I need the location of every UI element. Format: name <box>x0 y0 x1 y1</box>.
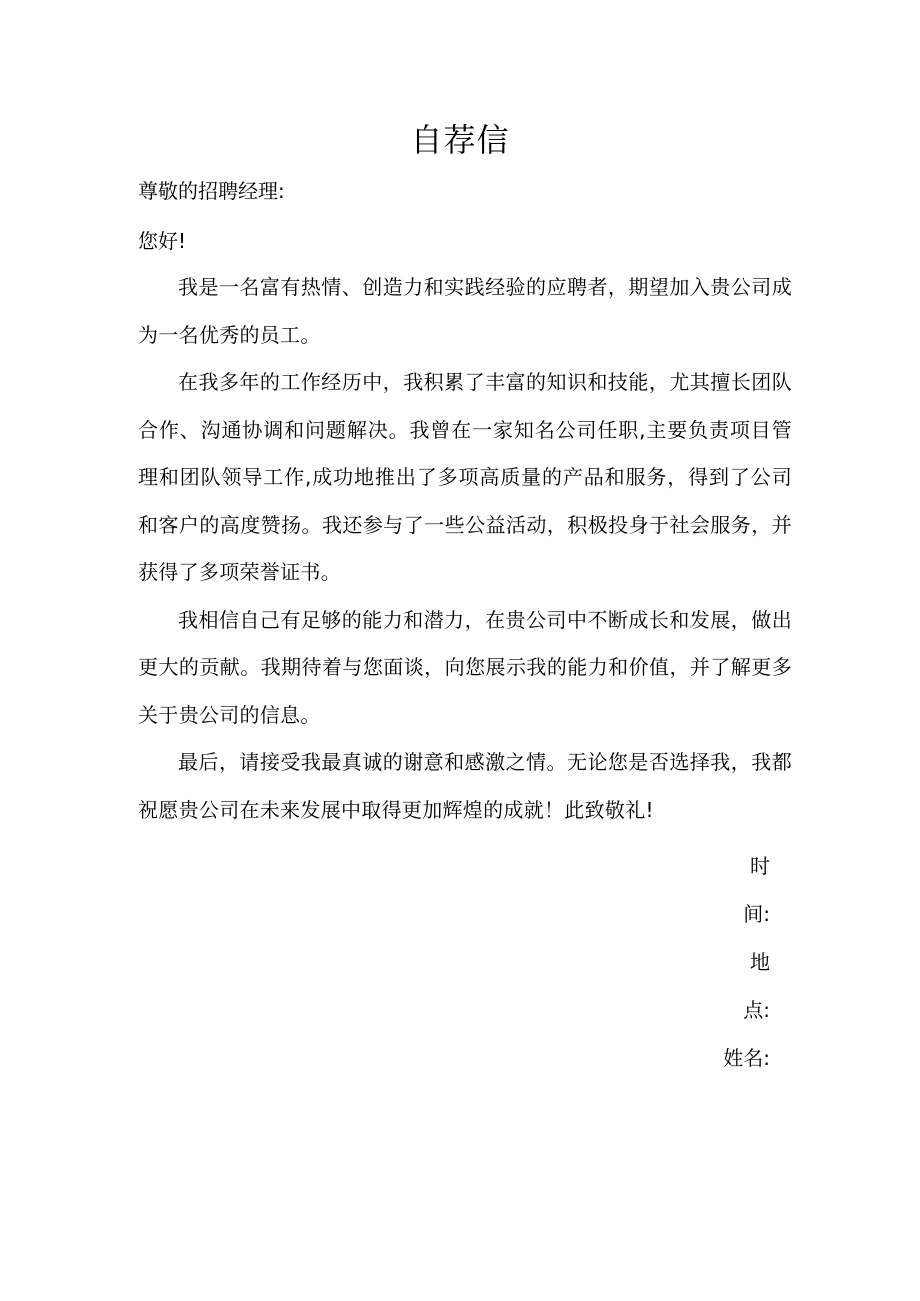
name-label: 姓名: <box>723 1046 770 1070</box>
paragraph-intro: 我是一名富有热情、创造力和实践经验的应聘者，期望加入贵公司成为一名优秀的员工。 <box>138 275 792 347</box>
document-title: 自荐信 <box>410 121 510 159</box>
salutation: 尊敬的招聘经理: <box>138 179 285 203</box>
paragraph-potential: 我相信自己有足够的能力和潜力，在贵公司中不断成长和发展，做出更大的贡献。我期待着与您面谈，向您展示我的能力和价值，并了解更多关于贵公司的信息。 <box>138 607 792 727</box>
time-label-line2: 间: <box>743 902 770 926</box>
greeting: 您好! <box>138 229 187 253</box>
paragraph-closing: 最后，请接受我最真诚的谢意和感激之情。无论您是否选择我，我都祝愿贵公司在未来发展中取得更加辉煌的成就！此致敬礼! <box>138 750 792 822</box>
place-label-line2: 点: <box>743 998 770 1022</box>
letter-body <box>138 264 792 834</box>
signature-block <box>700 842 770 1082</box>
time-label-line1: 时 <box>750 854 770 878</box>
place-label-line1: 地 <box>750 950 770 974</box>
paragraph-experience: 在我多年的工作经历中，我积累了丰富的知识和技能，尤其擅长团队合作、沟通协调和问题解决。我曾在一家知名公司任职,主要负责项目管理和团队领导工作,成功地推出了多项高质量的产品和服务，得到了公司和客户的高度赞扬。我还参与了一些公益活动，积极投身于社会服务，并获得了多项荣誉证书。 <box>138 370 792 584</box>
